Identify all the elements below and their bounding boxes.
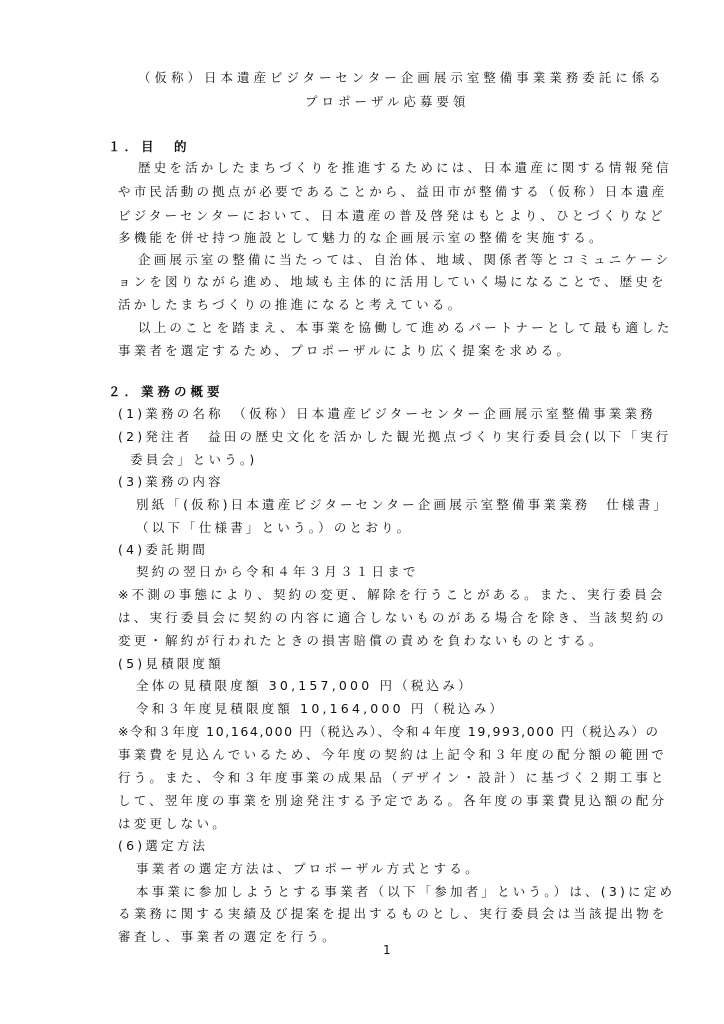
section-2-item-line: ※令和３年度 10,164,000 円（税込み）、令和４年度 19,993,000 円（税込み）の	[118, 724, 660, 739]
section-2-item-line: 令和３年度見積限度額 10,164,000 円（税込み）	[136, 701, 506, 716]
section-1-paragraph-line: 多機能を併せ持つ施設として魅力的な企画展示室の整備を実施する。	[118, 230, 605, 245]
section-2-item-line: (4)委託期間	[118, 542, 209, 557]
document-title-line-2: プロポーザル応募要領	[305, 94, 470, 109]
section-1-paragraph-line: ョンを図りながら進め、地域も主体的に活用していく場になることで、歴史を	[118, 274, 667, 289]
section-1-paragraph-line: 事業者を選定するため、プロポーザルにより広く提案を求める。	[118, 343, 573, 358]
section-2-item-line: 事業費を見込んでいるため、今年度の契約は上記令和３年度の配分額の範囲で	[118, 747, 668, 762]
section-1-paragraph-line: 企画展示室の整備に当たっては、自治体、地域、関係者等とコミュニケーシ	[138, 252, 672, 267]
section-2-item-line: (6)選定方法	[118, 838, 209, 853]
section-2-item-line: (2)発注者 益田の歴史文化を活かした観光拠点づくり実行委員会(以下「実行	[118, 429, 672, 444]
section-2-heading: ２．業務の概要	[108, 384, 224, 399]
section-2-item-line: 契約の翌日から令和４年３月３１日まで	[136, 564, 419, 579]
section-2-item-line: して、翌年度の事業を別途発注する予定である。各年度の事業費見込額の配分	[118, 793, 668, 808]
section-2-item-line: は、実行委員会に契約の内容に適合しないものがある場合を除き、当該契約の	[118, 610, 668, 625]
section-1-paragraph-line: 歴史を活かしたまちづくりを推進するためには、日本遺産に関する情報発信	[138, 160, 672, 175]
section-1-paragraph-line: 以上のことを踏まえ、本事業を協働して進めるパートナーとして最も適した	[138, 320, 673, 335]
section-2-item-line: 本事業に参加しようとする事業者（以下「参加者」という。）は、(3)に定め	[136, 884, 676, 899]
section-2-item-line: (1)業務の名称 （仮称）日本遺産ビジターセンター企画展示室整備事業業務	[118, 406, 656, 421]
section-2-item-line: 審査し、事業者の選定を行う。	[118, 929, 338, 944]
section-1-heading: １．目 的	[108, 139, 191, 154]
section-2-item-line: 事業者の選定方法は、プロポーザル方式とする。	[136, 861, 481, 876]
section-1-paragraph-line: や市民活動の拠点が必要であることから、益田市が整備する（仮称）日本遺産	[118, 184, 668, 199]
section-2-item-line: 別紙「(仮称)日本遺産ビジターセンター企画展示室整備事業業務 仕様書」	[136, 497, 670, 512]
section-2-item-line: は変更しない。	[118, 816, 228, 831]
section-2-item-line: （以下「仕様書」という。）のとおり。	[136, 520, 413, 535]
section-2-item-line: (3)業務の内容	[118, 474, 224, 489]
section-2-item-line: る業務に関する実績及び提案を提出するものとし、実行委員会は当該提出物を	[118, 906, 668, 921]
section-1-paragraph-line: 活かしたまちづくりの推進になると考えている。	[118, 297, 464, 312]
section-2-item-line: (5)見積限度額	[118, 656, 224, 671]
section-2-item-line: 行う。また、令和３年度事業の成果品（デザイン・設計）に基づく２期工事と	[118, 770, 667, 785]
section-2-item-line: 変更・解約が行われたときの損害賠償の責めを負わないものとする。	[118, 633, 605, 648]
section-1-paragraph-line: ビジターセンターにおいて、日本遺産の普及啓発はもとより、ひとづくりなど	[118, 208, 666, 223]
document-title-line-1: （仮称）日本遺産ビジターセンター企画展示室整備事業業務委託に係る	[138, 70, 665, 85]
page-number: 1	[383, 943, 391, 957]
section-2-item-line: 委員会」という。)	[130, 452, 258, 467]
section-2-item-line: ※不測の事態により、契約の変更、解除を行うことがある。また、実行委員会	[118, 587, 666, 602]
section-2-item-line: 全体の見積限度額 30,157,000 円（税込み）	[136, 678, 474, 693]
